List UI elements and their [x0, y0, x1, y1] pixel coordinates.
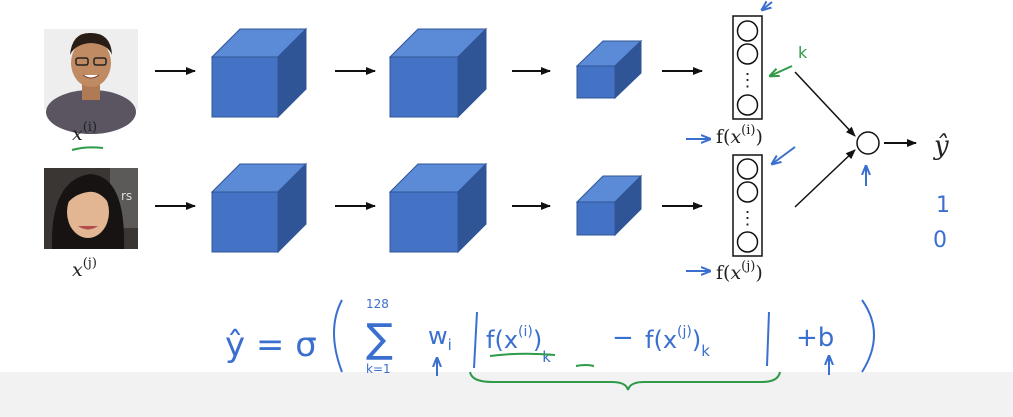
sum-symbol: ∑	[366, 316, 393, 362]
formula-lhs: ŷ = σ	[225, 325, 317, 365]
annotation-arrow-vector-top	[762, 2, 772, 10]
formula-bias: +b	[796, 323, 835, 353]
conv-block-top-1	[212, 29, 306, 117]
green-underline-xi	[72, 147, 103, 150]
input-label-top: $x^{(i)}$	[72, 120, 98, 145]
k-annotation-label: k	[798, 43, 808, 62]
k-underline	[576, 365, 594, 366]
encoding-label-bottom: $f(x^{(j)})$	[716, 259, 763, 284]
bottom-row-pipeline	[155, 155, 762, 256]
conv-block-bottom-2	[390, 164, 486, 252]
logistic-unit-node	[857, 132, 879, 154]
photo-caption-fragment: rs	[121, 189, 133, 203]
formula-open-paren	[334, 300, 342, 372]
output-value-0: 0	[933, 228, 947, 253]
vector-dots-bottom: ⋮	[738, 208, 757, 229]
vector-dots-top: ⋮	[738, 70, 757, 91]
bottom-band	[0, 372, 1013, 417]
weight-term: $w_i$	[428, 322, 452, 354]
arrow-to-node-bottom	[795, 150, 855, 207]
formula-close-paren	[862, 300, 874, 372]
abs-bar-right	[767, 312, 769, 366]
k-annotation-arrow	[770, 66, 792, 76]
sum-upper-limit: 128	[366, 297, 389, 311]
output-yhat: ŷ	[934, 131, 949, 161]
abs-bar-left	[474, 312, 477, 368]
formula-minus: −	[612, 323, 634, 353]
formula-term1: $f(x^{(i)})_k$	[486, 324, 551, 366]
sum-lower-limit: k=1	[366, 362, 391, 376]
conv-block-top-2	[390, 29, 486, 117]
arrow-to-node-top	[795, 72, 855, 136]
conv-block-bottom-1	[212, 164, 306, 252]
top-row-pipeline	[155, 16, 762, 119]
conv-block-top-3	[577, 41, 641, 98]
conv-block-bottom-3	[577, 176, 641, 235]
encoding-vector-top	[733, 16, 762, 119]
input-photo-bottom	[44, 168, 138, 249]
formula-term2: $f(x^{(j)})_k$	[645, 324, 710, 360]
input-photo-top	[44, 29, 138, 134]
annotation-arrow-vector-bottom	[772, 147, 795, 164]
encoding-vector-bottom	[733, 155, 762, 256]
output-value-1: 1	[936, 193, 950, 218]
encoding-label-top: $f(x^{(i)})$	[716, 123, 763, 148]
input-label-bottom: $x^{(j)}$	[72, 256, 97, 281]
